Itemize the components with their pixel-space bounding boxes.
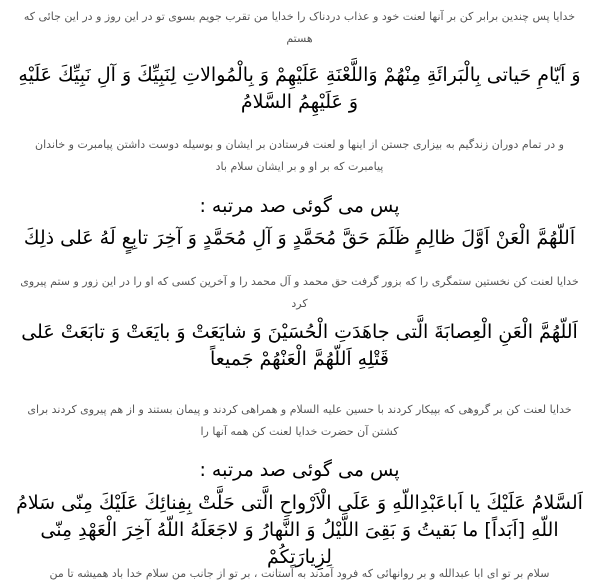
persian-translation-3: خدایا لعنت کن نخستین ستمگری را که بزور گرفت حق محمد و آل محمد را و آخرین کسی که او را در این زور و ستم پیروی کرد — [20, 275, 579, 310]
persian-translation-4: خدایا لعنت کن بر گروهی که بپیکار کردند با حسین علیه السلام و همراهی کردند و پیمان بستند و از هم پیروی کردند برای کشتن آن حضرت خدایا لعنت کن همه آنها را — [27, 403, 572, 438]
arabic-verse-2: اَللّهُمَّ الْعَنْ اَوَّلَ ظالِمٍ ظَلَمَ حَقَّ مُحَمَّدٍ وَ آلِ مُحَمَّدٍ وَ آخِرَ تابِعٍ لَهُ عَلی ذلِكَ — [23, 227, 576, 249]
instruction-heading-2: پس می گوئی صد مرتبه : — [199, 459, 400, 481]
persian-translation-2: و در تمام دوران زندگیم به بیزاری جستن از اینها و لعنت فرستادن بر ایشان و بوسیله دوست داشتن پیامبرت و خاندان پیامبرت که بر او و بر ایشان سلام باد — [35, 138, 564, 173]
persian-translation-5: سلام بر تو ای ابا عبدالله و بر روانهائی که فرود آمدند به آستانت ، بر تو از جانب من سلام خدا باد همیشه تا من — [49, 567, 550, 580]
instruction-heading-1: پس می گوئی صد مرتبه : — [199, 195, 400, 217]
arabic-verse-1: وَ اَیّامِ حَیاتی بِالْبَرائَةِ مِنْهُمْ وَاللَّعْنَةِ عَلَیْهِمْ وَ بِالْمُوالاتِ لِنَبِیِّكَ وَ آلِ نَبِیِّكَ عَلَیْهِ وَ عَلَیْهِمُ السَّلامُ — [18, 64, 581, 113]
persian-translation-1: خدایا پس چندین برابر کن بر آنها لعنت خود و عذاب دردناک را خدایا من تقرب جویم بسوی تو در این روز و در این جائی که هستم — [23, 10, 576, 45]
arabic-verse-3: اَللّهُمَّ الْعَنِ الْعِصابَةَ الَّتی جاهَدَتِ الْحُسَیْنَ وَ شایَعَتْ وَ بایَعَتْ وَ تابَعَتْ عَلی قَتْلِهِ اَللّهُمَّ الْعَنْهُمْ جَمیعاً — [21, 321, 578, 370]
arabic-verse-4: اَلسَّلامُ عَلَیْكَ یا اَباعَبْدِاللّهِ وَ عَلَی الْاَرْواحِ الَّتی حَلَّتْ بِفِنائِكَ عَلَیْكَ مِنّی سَلامُ اللّهِ [اَبَداً] ما بَقیتُ وَ بَقِیَ اللَّیْلُ وَ النَّهارُ وَ لاجَعَلَهُ اللّهُ آخِرَ الْعَهْدِ مِنّی لِزِیارَتِكُمْ — [16, 492, 583, 568]
